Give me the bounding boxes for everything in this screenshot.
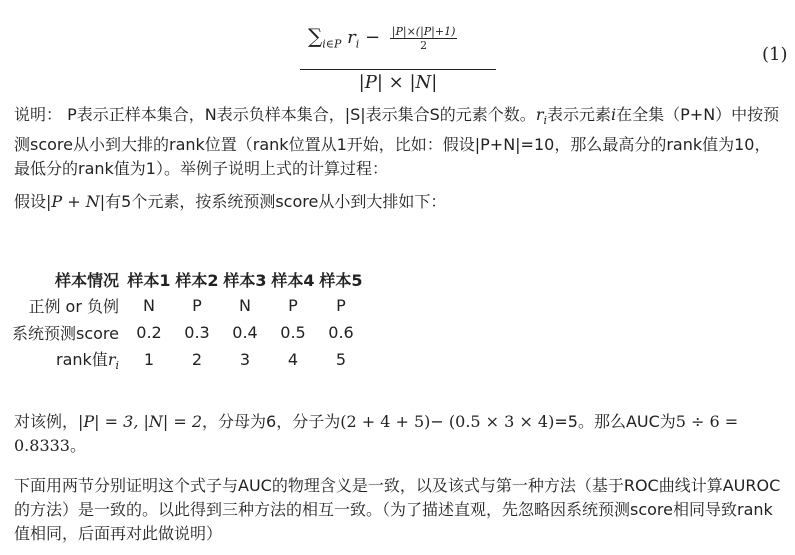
- p3-math-ranksum: (2 + 4 + 5): [340, 412, 431, 431]
- formula-denominator: |P| × |N|: [358, 72, 438, 93]
- p3-text-e: 。: [69, 436, 86, 455]
- p3-text-b: ，分母为6，分子为: [202, 412, 341, 431]
- p1-math-r: $r_i$: [535, 105, 547, 128]
- sum-symbol: ∑: [308, 24, 323, 48]
- assumption-paragraph: [14, 190, 786, 214]
- table-cell: 1: [143, 350, 155, 369]
- explanation-paragraph: [14, 103, 786, 181]
- p3-math-correction: (0.5 × 3 × 4): [448, 412, 555, 431]
- table-row: [10, 346, 365, 373]
- table-row: [10, 292, 365, 319]
- table-cell: 2: [191, 350, 203, 369]
- table-cell: 4: [287, 350, 299, 369]
- p2-text-b: 有5个元素，按系统预测score从小到大排如下：: [105, 192, 447, 211]
- table-header-cell: 样本2: [175, 270, 219, 290]
- p1-text-c: 在全集（P+N）中按预测score从小到大排的rank位置（rank位置从1开始，比如：假设|P+N|=10，那么最高分的rank值为10，最低分的rank值为1）。举例子说明上式的计算过程：: [14, 105, 780, 179]
- rank-term-sub: i: [355, 37, 360, 51]
- inner-fraction: [390, 25, 458, 52]
- table-header-row: [10, 266, 365, 292]
- p3-text-d: =5。那么AUC为: [554, 412, 676, 431]
- p3-text-c: −: [430, 412, 449, 431]
- row-label: 正例 or 负例: [28, 297, 119, 316]
- formula-numerator: [308, 24, 457, 52]
- table-row: [10, 319, 365, 346]
- example-calculation-paragraph: [14, 410, 786, 458]
- table-cell: P: [336, 296, 346, 315]
- rank-symbol: $r_i$: [107, 349, 119, 373]
- row-label: 系统预测score: [12, 324, 119, 343]
- table-header-cell: 样本5: [319, 270, 363, 290]
- table-cell: 0.6: [328, 323, 354, 342]
- table-cell: P: [288, 296, 298, 315]
- table-cell: 0.3: [184, 323, 210, 342]
- minus-sign: −: [359, 27, 386, 48]
- p1-text-a: 说明： P表示正样本集合，N表示负样本集合，|S|表示集合S的元素个数。: [14, 105, 536, 124]
- table-cell: 3: [239, 350, 251, 369]
- table-header-cell: 样本3: [223, 270, 267, 290]
- sum-subscript: i∈P: [322, 37, 342, 51]
- table-cell: 0.5: [280, 323, 306, 342]
- auc-formula: [300, 14, 500, 93]
- inner-denominator: 2: [420, 38, 428, 52]
- table-cell: P: [192, 296, 202, 315]
- inner-numerator: |P|×(|P|+1): [391, 24, 456, 38]
- fraction-bar: [300, 69, 496, 70]
- table-cell: 5: [335, 350, 347, 369]
- table-cell: 0.2: [136, 323, 162, 342]
- p2-math: |P + N|: [46, 192, 106, 211]
- table-cell: N: [143, 296, 155, 315]
- p3-math-result: 5 ÷ 6 = 0.8333: [14, 412, 739, 455]
- sample-table: [10, 266, 365, 373]
- p3-math-sizes: |P| = 3, |N| = 2: [78, 412, 203, 431]
- p1-text-b: 表示元素: [547, 105, 612, 124]
- table-header-cell: 样本情况: [54, 270, 119, 290]
- p1-math-i: i: [611, 105, 617, 124]
- rank-term: r: [347, 27, 356, 48]
- table-header-cell: 样本4: [271, 270, 315, 290]
- p2-text-a: 假设: [14, 192, 47, 211]
- row-label: rank值$r_i$: [56, 349, 119, 373]
- p3-text-a: 对该例，: [14, 412, 79, 431]
- table-cell: N: [239, 296, 251, 315]
- table-header-cell: 样本1: [127, 270, 171, 290]
- proof-intro-paragraph: 下面用两节分别证明这个式子与AUC的物理含义是一致，以及该式与第一种方法（基于ROC曲线计算AUROC的方法）是一致的。以此得到三种方法的相互一致。（为了描述直观，先忽略因系统预测score相同导致rank值相同，后面再对此做说明）: [14, 476, 781, 543]
- equation-number: (1): [762, 44, 788, 65]
- table-cell: 0.4: [232, 323, 258, 342]
